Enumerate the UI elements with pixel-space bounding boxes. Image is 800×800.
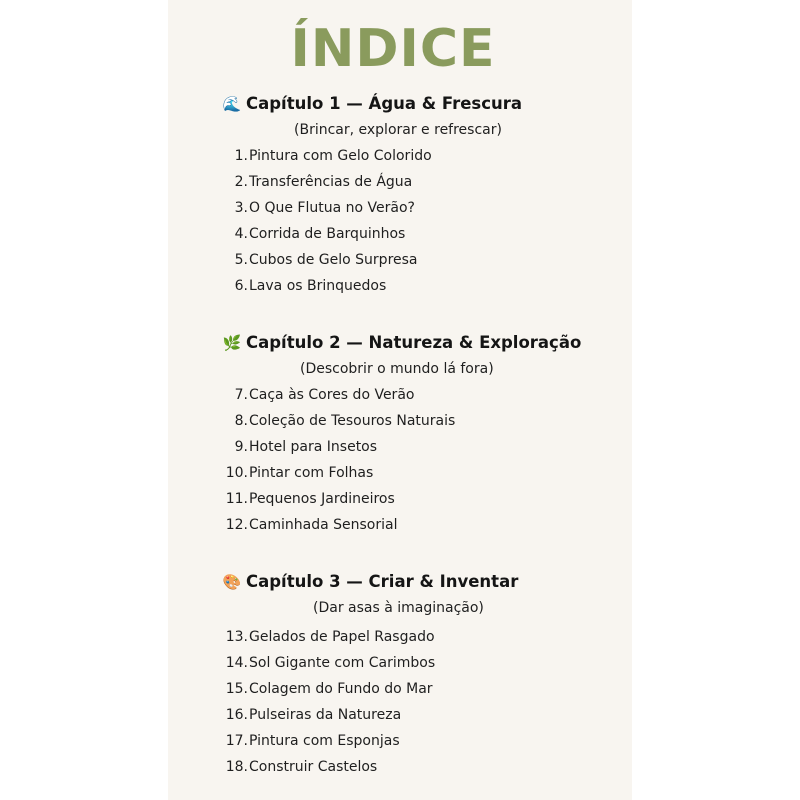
chapter-items — [168, 624, 632, 780]
item-text: Lava os Brinquedos — [249, 278, 387, 294]
item-number: 9. — [234, 439, 248, 455]
item-text: O Que Flutua no Verão? — [249, 200, 415, 216]
item-number: 13. — [225, 629, 248, 645]
list-item — [168, 408, 632, 434]
chapter-heading — [222, 330, 581, 356]
item-text: Corrida de Barquinhos — [249, 226, 406, 242]
item-number: 4. — [234, 226, 248, 242]
item-number: 16. — [225, 707, 248, 723]
chapter-subtitle — [168, 356, 632, 382]
palette-icon: 🎨 — [222, 573, 242, 591]
item-text: Pintar com Folhas — [249, 465, 374, 481]
list-item — [168, 512, 632, 538]
list-item — [168, 273, 632, 299]
item-number: 6. — [234, 278, 248, 294]
item-number: 1. — [234, 148, 248, 164]
list-item — [168, 143, 632, 169]
item-text: Caminhada Sensorial — [249, 517, 398, 533]
item-number: 12. — [225, 517, 248, 533]
item-number: 10. — [225, 465, 248, 481]
chapter-subtitle-text: (Dar asas à imaginação) — [313, 600, 484, 616]
item-text: Sol Gigante com Carimbos — [249, 655, 436, 671]
chapter-subtitle — [168, 117, 632, 143]
item-text: Gelados de Papel Rasgado — [249, 629, 435, 645]
list-item — [168, 650, 632, 676]
herb-icon: 🌿 — [222, 334, 242, 352]
item-text: Colagem do Fundo do Mar — [249, 681, 433, 697]
chapter-title: Capítulo 1 — Água & Frescura — [246, 94, 523, 113]
list-item — [168, 382, 632, 408]
chapter-subtitle — [168, 595, 632, 621]
item-text: Caça às Cores do Verão — [249, 387, 415, 403]
item-text: Pulseiras da Natureza — [249, 707, 402, 723]
list-item — [168, 169, 632, 195]
item-number: 14. — [225, 655, 248, 671]
item-number: 11. — [225, 491, 248, 507]
item-number: 17. — [225, 733, 248, 749]
item-number: 18. — [225, 759, 248, 775]
list-item — [168, 460, 632, 486]
list-item — [168, 486, 632, 512]
chapter-items — [168, 382, 632, 538]
list-item — [168, 247, 632, 273]
item-number: 7. — [234, 387, 248, 403]
item-text: Pequenos Jardineiros — [249, 491, 395, 507]
item-text: Pintura com Gelo Colorido — [249, 148, 432, 164]
chapter-items — [168, 143, 632, 299]
list-item — [168, 434, 632, 460]
chapter-subtitle-text: (Descobrir o mundo lá fora) — [300, 361, 494, 377]
item-text: Transferências de Água — [249, 174, 413, 190]
item-number: 15. — [225, 681, 248, 697]
list-item — [168, 624, 632, 650]
chapter-title: Capítulo 2 — Natureza & Exploração — [246, 333, 582, 352]
item-text: Hotel para Insetos — [249, 439, 378, 455]
list-item — [168, 195, 632, 221]
item-number: 2. — [234, 174, 248, 190]
list-item — [168, 702, 632, 728]
chapter-subtitle-text: (Brincar, explorar e refrescar) — [294, 122, 502, 138]
item-number: 5. — [234, 252, 248, 268]
list-item — [168, 728, 632, 754]
index-page — [168, 0, 632, 800]
wave-icon: 🌊 — [222, 95, 242, 113]
item-text: Coleção de Tesouros Naturais — [249, 413, 456, 429]
list-item — [168, 676, 632, 702]
item-text: Cubos de Gelo Surpresa — [249, 252, 418, 268]
page-title: ÍNDICE — [290, 19, 496, 79]
chapter-title: Capítulo 3 — Criar & Inventar — [246, 572, 519, 591]
item-number: 3. — [234, 200, 248, 216]
item-number: 8. — [234, 413, 248, 429]
chapter-heading — [222, 91, 522, 117]
list-item — [168, 754, 632, 780]
chapter-heading — [222, 569, 518, 595]
list-item — [168, 221, 632, 247]
item-text: Construir Castelos — [249, 759, 378, 775]
item-text: Pintura com Esponjas — [249, 733, 400, 749]
